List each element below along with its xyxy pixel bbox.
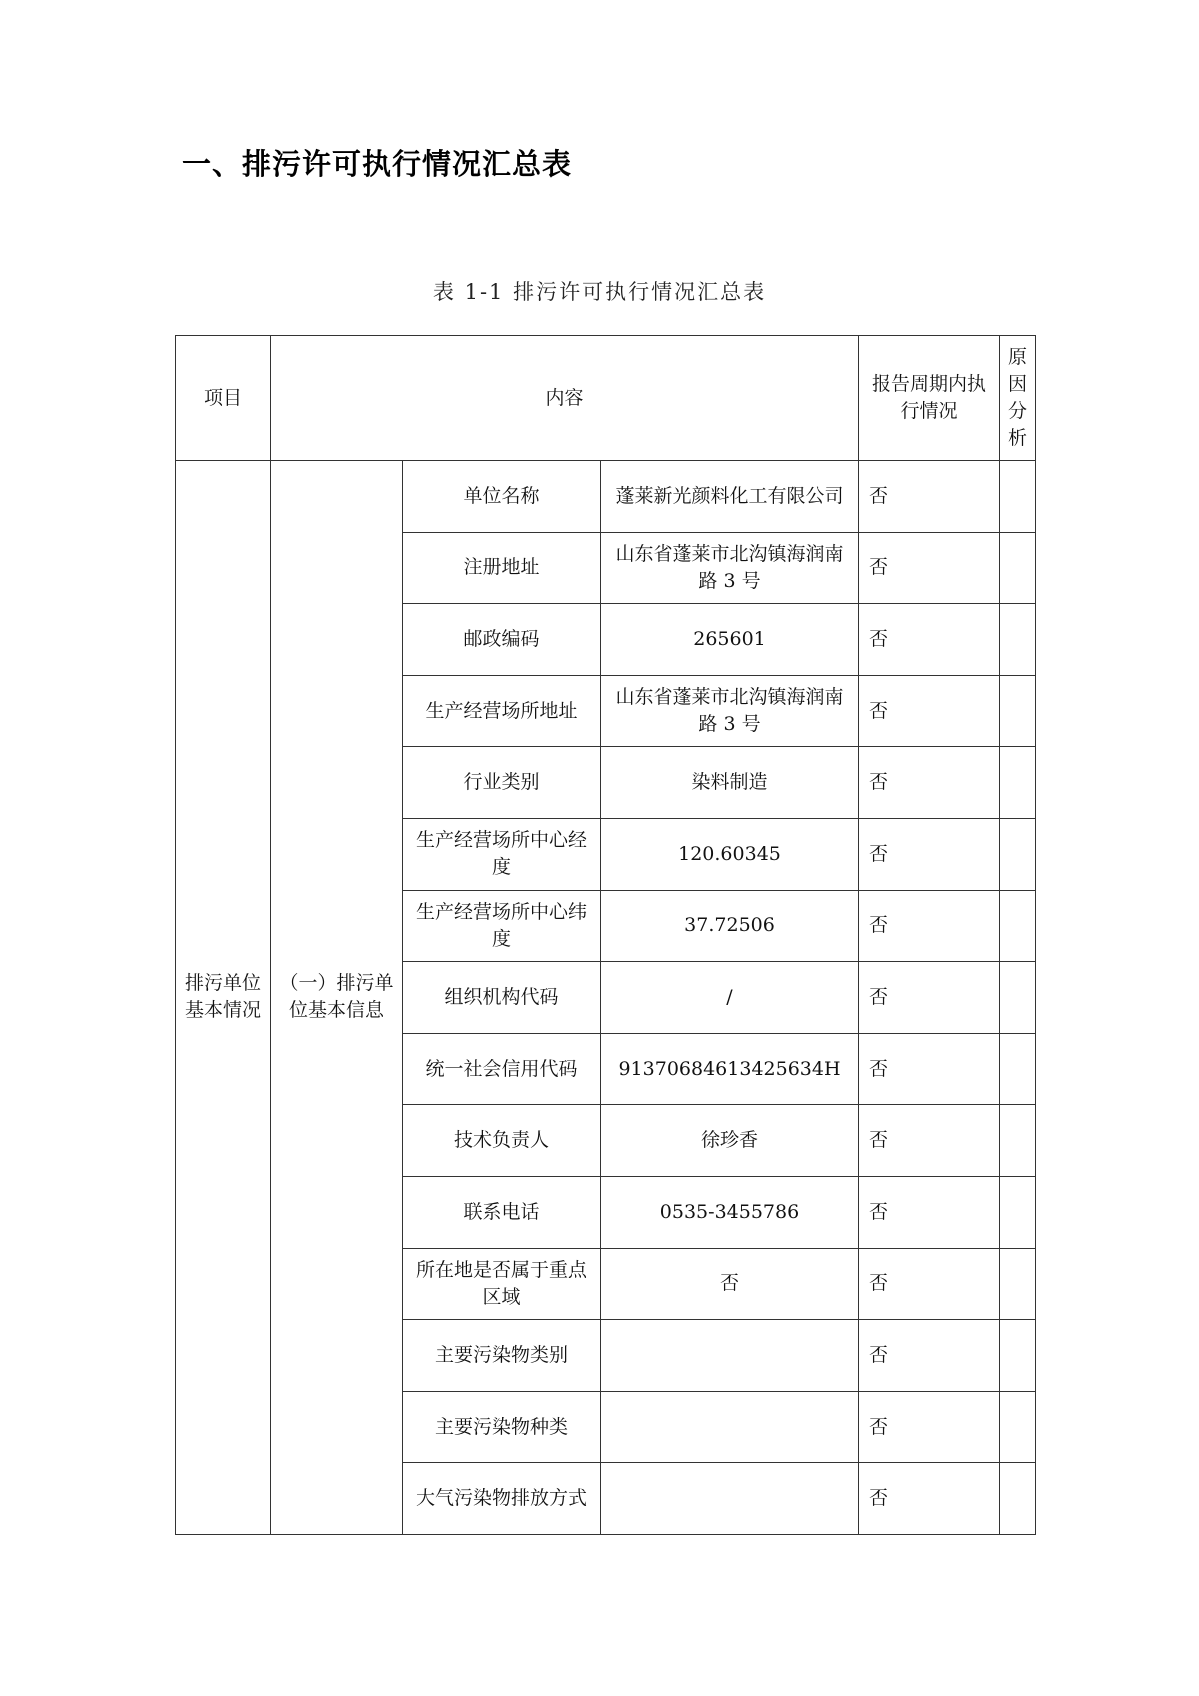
reason-cell — [1000, 1248, 1036, 1320]
field-cell: 所在地是否属于重点区域 — [403, 1248, 601, 1320]
status-cell: 否 — [859, 461, 1000, 533]
reason-cell — [1000, 1105, 1036, 1177]
status-cell: 否 — [859, 1320, 1000, 1392]
status-cell: 否 — [859, 604, 1000, 676]
header-reason-char: 析 — [1008, 427, 1028, 449]
value-cell — [601, 1463, 859, 1535]
value-cell: / — [601, 962, 859, 1034]
page-title: 一、排污许可执行情况汇总表 — [182, 147, 573, 181]
field-cell: 联系电话 — [403, 1176, 601, 1248]
reason-cell — [1000, 818, 1036, 890]
value-cell: 91370684613425634H — [601, 1033, 859, 1105]
reason-cell — [1000, 747, 1036, 819]
reason-cell — [1000, 532, 1036, 604]
field-cell: 生产经营场所中心纬度 — [403, 890, 601, 962]
reason-cell — [1000, 890, 1036, 962]
field-cell: 行业类别 — [403, 747, 601, 819]
status-cell: 否 — [859, 675, 1000, 747]
field-cell: 统一社会信用代码 — [403, 1033, 601, 1105]
table-row — [176, 461, 1036, 533]
table-caption: 表 1-1 排污许可执行情况汇总表 — [432, 280, 767, 304]
summary-table — [175, 335, 1036, 1535]
header-row — [176, 336, 1036, 461]
header-item: 项目 — [176, 336, 271, 461]
reason-cell — [1000, 1320, 1036, 1392]
status-cell: 否 — [859, 890, 1000, 962]
reason-cell — [1000, 1391, 1036, 1463]
summary-table-body — [176, 336, 1036, 1535]
value-cell: 37.72506 — [601, 890, 859, 962]
field-cell: 单位名称 — [403, 461, 601, 533]
header-status: 报告周期内执行情况 — [859, 336, 1000, 461]
field-cell: 生产经营场所地址 — [403, 675, 601, 747]
reason-cell — [1000, 1033, 1036, 1105]
header-reason-char: 分 — [1008, 400, 1028, 422]
header-content: 内容 — [271, 336, 859, 461]
value-cell: 蓬莱新光颜料化工有限公司 — [601, 461, 859, 533]
value-cell: 染料制造 — [601, 747, 859, 819]
status-cell: 否 — [859, 747, 1000, 819]
field-cell: 生产经营场所中心经度 — [403, 818, 601, 890]
status-cell: 否 — [859, 532, 1000, 604]
reason-cell — [1000, 604, 1036, 676]
field-cell: 注册地址 — [403, 532, 601, 604]
category-cell: 排污单位基本情况 — [176, 461, 271, 1535]
value-cell — [601, 1320, 859, 1392]
status-cell: 否 — [859, 962, 1000, 1034]
field-cell: 技术负责人 — [403, 1105, 601, 1177]
field-cell: 主要污染物类别 — [403, 1320, 601, 1392]
status-cell: 否 — [859, 1033, 1000, 1105]
field-cell: 大气污染物排放方式 — [403, 1463, 601, 1535]
value-cell: 0535-3455786 — [601, 1176, 859, 1248]
reason-cell — [1000, 675, 1036, 747]
value-cell: 否 — [601, 1248, 859, 1320]
field-cell: 组织机构代码 — [403, 962, 601, 1034]
header-reason — [1000, 336, 1036, 461]
value-cell: 山东省蓬莱市北沟镇海润南路 3 号 — [601, 675, 859, 747]
field-cell: 邮政编码 — [403, 604, 601, 676]
value-cell: 265601 — [601, 604, 859, 676]
value-cell: 120.60345 — [601, 818, 859, 890]
reason-cell — [1000, 962, 1036, 1034]
status-cell: 否 — [859, 1105, 1000, 1177]
value-cell: 徐珍香 — [601, 1105, 859, 1177]
subcategory-cell: （一）排污单位基本信息 — [271, 461, 403, 1535]
value-cell — [601, 1391, 859, 1463]
field-cell: 主要污染物种类 — [403, 1391, 601, 1463]
reason-cell — [1000, 1176, 1036, 1248]
reason-cell — [1000, 461, 1036, 533]
reason-cell — [1000, 1463, 1036, 1535]
header-reason-char: 因 — [1008, 373, 1028, 395]
status-cell: 否 — [859, 1463, 1000, 1535]
header-reason-char: 原 — [1008, 346, 1028, 368]
value-cell: 山东省蓬莱市北沟镇海润南路 3 号 — [601, 532, 859, 604]
status-cell: 否 — [859, 1176, 1000, 1248]
status-cell: 否 — [859, 818, 1000, 890]
status-cell: 否 — [859, 1391, 1000, 1463]
status-cell: 否 — [859, 1248, 1000, 1320]
